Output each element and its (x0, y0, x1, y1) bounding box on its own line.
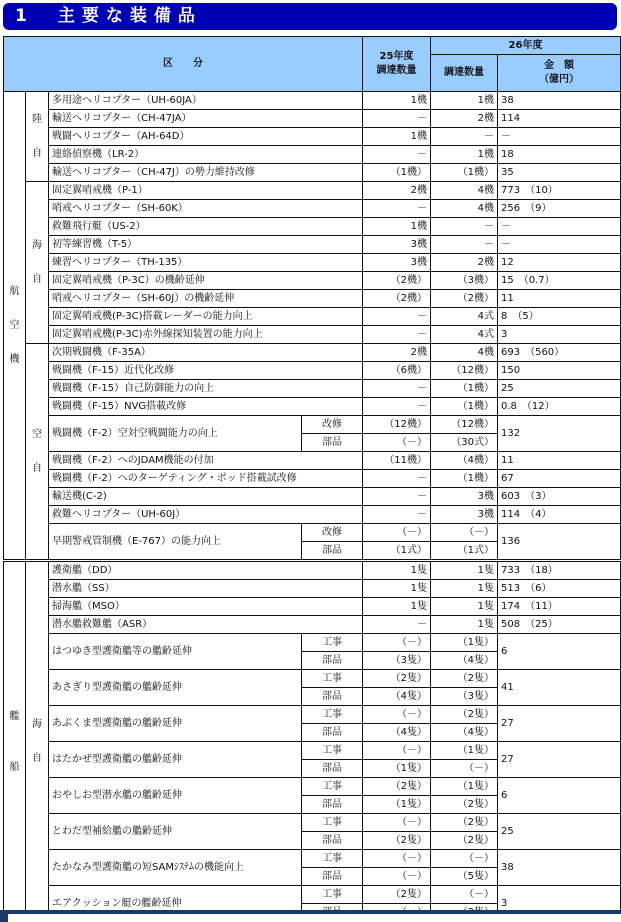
fy26-qty: （30式） (431, 434, 498, 452)
fy26-qty: （5隻） (431, 868, 498, 886)
fy26-qty: （2隻） (431, 814, 498, 832)
item-name: 固定翼哨戒機(P-3C)赤外線探知装置の能力向上 (49, 326, 363, 344)
item-sublabel: 部品 (302, 832, 363, 850)
fy26-amount: 27 (498, 742, 621, 778)
item-name: 固定翼哨戒機(P-3C)搭載レーダーの能力向上 (49, 308, 363, 326)
fy26-amount: 114 (498, 110, 621, 128)
header-fy26-amount: 金 額 （億円） (498, 55, 621, 92)
fy26-amount: 174 （11） (498, 598, 621, 616)
fy26-qty: （2隻） (431, 670, 498, 688)
fy26-amount: 508 （25） (498, 616, 621, 634)
fy26-amount: 67 (498, 470, 621, 488)
fy26-qty: 1隻 (431, 598, 498, 616)
item-name: 戦闘機（F-15）自己防御能力の向上 (49, 380, 363, 398)
item-name: 戦闘ヘリコプター（AH-64D） (49, 128, 363, 146)
table-row (4, 416, 621, 434)
item-name: 戦闘機（F-15）NVG搭載改修 (49, 398, 363, 416)
fy25-qty: （2隻） (363, 832, 431, 850)
fy26-amount: 513 （6） (498, 580, 621, 598)
table-row (4, 182, 621, 200)
fy26-qty: 1機 (431, 146, 498, 164)
fy26-amount: 0.8 （12） (498, 398, 621, 416)
fy26-qty: 4機 (431, 200, 498, 218)
fy25-qty: （12機） (363, 416, 431, 434)
table-row (4, 580, 621, 598)
item-name: 戦闘機（F-15）近代化改修 (49, 362, 363, 380)
item-name: 練習ヘリコプター（TH-135） (49, 254, 363, 272)
item-name: 早期警戒管制機（E-767）の能力向上 (49, 524, 302, 561)
fy26-qty: － (431, 236, 498, 254)
fy26-amount: 35 (498, 164, 621, 182)
fy26-qty: （12機） (431, 362, 498, 380)
item-sublabel: 改修 (302, 416, 363, 434)
item-name: はつゆき型護衛艦等の艦齢延伸 (49, 634, 302, 670)
fy26-qty: 3機 (431, 488, 498, 506)
fy26-qty: 1機 (431, 92, 498, 110)
fy26-qty: （12機） (431, 416, 498, 434)
item-name: 多用途ヘリコプター（UH-60JA） (49, 92, 363, 110)
item-name: おやしお型潜水艦の艦齢延伸 (49, 778, 302, 814)
fy25-qty: － (363, 616, 431, 634)
item-name: 戦闘機（F-2）空対空戦闘能力の向上 (49, 416, 302, 452)
header-category: 区 分 (4, 37, 363, 92)
fy25-qty: － (363, 110, 431, 128)
table-row (4, 272, 621, 290)
item-sublabel: 工事 (302, 706, 363, 724)
fy26-amount: 733 （18） (498, 561, 621, 580)
table-row (4, 706, 621, 724)
item-name: 固定翼哨戒機（P-3C）の機齢延伸 (49, 272, 363, 290)
table-row (4, 92, 621, 110)
item-sublabel: 工事 (302, 778, 363, 796)
header-fy26-qty: 調達数量 (431, 55, 498, 92)
item-name: 掃海艦（MSO） (49, 598, 363, 616)
fy25-qty: （6機） (363, 362, 431, 380)
fy26-qty: （2隻） (431, 832, 498, 850)
fy26-amount: 15 （0.7） (498, 272, 621, 290)
item-name: 輸送ヘリコプター（CH-47J）の勢力維持改修 (49, 164, 363, 182)
fy25-qty: （－） (363, 634, 431, 652)
fy26-qty: （1機） (431, 380, 498, 398)
fy26-qty: 1隻 (431, 580, 498, 598)
fy26-amount: 132 (498, 416, 621, 452)
table-row (4, 561, 621, 580)
fy26-qty: （1隻） (431, 778, 498, 796)
fy25-qty: － (363, 398, 431, 416)
subcategory-gsdf: 陸 自 (26, 92, 49, 182)
fy25-qty: － (363, 470, 431, 488)
fy26-amount: 12 (498, 254, 621, 272)
table-row (4, 850, 621, 868)
fy26-qty: 4機 (431, 182, 498, 200)
item-name: 固定翼哨戒機（P-1） (49, 182, 363, 200)
fy25-qty: － (363, 146, 431, 164)
fy26-amount: － (498, 128, 621, 146)
fy25-qty: 1隻 (363, 580, 431, 598)
fy25-qty: 2機 (363, 344, 431, 362)
fy26-qty: （3機） (431, 272, 498, 290)
item-name: 救難ヘリコプター（UH-60J） (49, 506, 363, 524)
fy26-qty: （－） (431, 760, 498, 778)
fy26-qty: （－） (431, 524, 498, 542)
fy25-qty: － (363, 506, 431, 524)
category-aircraft: 航 空 機 (4, 92, 26, 561)
table-row (4, 290, 621, 308)
item-sublabel: 部品 (302, 688, 363, 706)
fy26-qty: （1隻） (431, 634, 498, 652)
fy26-amount: 150 (498, 362, 621, 380)
table-row (4, 308, 621, 326)
item-name: 輸送ヘリコプター（CH-47JA） (49, 110, 363, 128)
fy26-amount: － (498, 218, 621, 236)
table-row (4, 470, 621, 488)
fy26-qty: 2機 (431, 254, 498, 272)
fy26-qty: 2機 (431, 110, 498, 128)
fy26-amount: 41 (498, 670, 621, 706)
fy26-amount: 38 (498, 92, 621, 110)
item-sublabel: 部品 (302, 542, 363, 561)
fy25-qty: （1隻） (363, 760, 431, 778)
fy26-qty: （2隻） (431, 796, 498, 814)
fy26-qty: （－） (431, 850, 498, 868)
subcategory-msdf_ship: 海 自 (26, 561, 49, 922)
table-row (4, 616, 621, 634)
item-sublabel: 部品 (302, 760, 363, 778)
item-name: 輸送機(C-2) (49, 488, 363, 506)
fy25-qty: 3機 (363, 254, 431, 272)
item-name: エアクッション艇の艦齢延伸 (49, 886, 302, 922)
equipment-table (3, 36, 621, 922)
item-name: 次期戦闘機（F-35A） (49, 344, 363, 362)
table-row (4, 200, 621, 218)
item-sublabel: 工事 (302, 850, 363, 868)
fy26-amount: 6 (498, 634, 621, 670)
fy25-qty: （4隻） (363, 688, 431, 706)
fy26-qty: 1隻 (431, 561, 498, 580)
fy26-amount: 136 (498, 524, 621, 561)
item-sublabel: 工事 (302, 814, 363, 832)
fy26-qty: 3機 (431, 506, 498, 524)
fy25-qty: （2機） (363, 290, 431, 308)
fy26-qty: （2機） (431, 290, 498, 308)
header-fy25: 25年度 調達数量 (363, 37, 431, 92)
fy26-qty: 4機 (431, 344, 498, 362)
table-row (4, 742, 621, 760)
table-row (4, 218, 621, 236)
fy25-qty: （1隻） (363, 796, 431, 814)
table-row (4, 236, 621, 254)
fy26-amount: 25 (498, 814, 621, 850)
fy26-amount: 773 （10） (498, 182, 621, 200)
fy26-amount: 256 （9） (498, 200, 621, 218)
item-sublabel: 部品 (302, 724, 363, 742)
fy25-qty: （3隻） (363, 652, 431, 670)
fy26-amount: 25 (498, 380, 621, 398)
fy26-amount: 8 （5） (498, 308, 621, 326)
fy26-qty: （1機） (431, 398, 498, 416)
fy26-amount: 6 (498, 778, 621, 814)
fy25-qty: 1機 (363, 128, 431, 146)
table-row (4, 886, 621, 904)
table-row (4, 326, 621, 344)
fy26-qty: （1式） (431, 542, 498, 561)
fy26-qty: 4式 (431, 326, 498, 344)
fy26-amount: 114 （4） (498, 506, 621, 524)
fy25-qty: 1隻 (363, 598, 431, 616)
item-sublabel: 工事 (302, 634, 363, 652)
fy26-amount: 18 (498, 146, 621, 164)
fy25-qty: － (363, 488, 431, 506)
table-row (4, 524, 621, 542)
fy25-qty: （－） (363, 434, 431, 452)
item-sublabel: 工事 (302, 742, 363, 760)
table-row (4, 110, 621, 128)
fy25-qty: 1隻 (363, 561, 431, 580)
item-name: 救難飛行艇（US-2） (49, 218, 363, 236)
item-sublabel: 部品 (302, 652, 363, 670)
item-sublabel: 部品 (302, 868, 363, 886)
item-name: 潜水艦（SS） (49, 580, 363, 598)
fy25-qty: （－） (363, 850, 431, 868)
table-row (4, 506, 621, 524)
fy26-qty: （4機） (431, 452, 498, 470)
fy25-qty: （4隻） (363, 724, 431, 742)
fy25-qty: － (363, 200, 431, 218)
fy26-qty: （4隻） (431, 724, 498, 742)
fy25-qty: － (363, 308, 431, 326)
fy26-amount: － (498, 236, 621, 254)
fy26-qty: （3隻） (431, 688, 498, 706)
item-name: 哨戒ヘリコプター（SH-60J）の機齢延伸 (49, 290, 363, 308)
fy26-amount: 11 (498, 290, 621, 308)
item-sublabel: 工事 (302, 670, 363, 688)
fy26-amount: 603 （3） (498, 488, 621, 506)
fy26-qty: （2隻） (431, 706, 498, 724)
fy26-amount: 693 （560） (498, 344, 621, 362)
table-row (4, 128, 621, 146)
table-row (4, 452, 621, 470)
category-ships: 艦 船 (4, 561, 26, 922)
item-name: 哨戒ヘリコプター（SH-60K） (49, 200, 363, 218)
item-name: 戦闘機（F-2）へのJDAM機能の付加 (49, 452, 363, 470)
fy25-qty: 1機 (363, 218, 431, 236)
fy25-qty: （－） (363, 524, 431, 542)
item-sublabel: 改修 (302, 524, 363, 542)
fy26-amount: 38 (498, 850, 621, 886)
table-row (4, 670, 621, 688)
fy26-amount: 11 (498, 452, 621, 470)
fy26-qty: （－） (431, 886, 498, 904)
fy25-qty: 3機 (363, 236, 431, 254)
table-row (4, 146, 621, 164)
item-name: はたかぜ型護衛艦の艦齢延伸 (49, 742, 302, 778)
item-name: あぶくま型護衛艦の艦齢延伸 (49, 706, 302, 742)
item-sublabel: 部品 (302, 796, 363, 814)
fy25-qty: （－） (363, 868, 431, 886)
fy25-qty: （2隻） (363, 886, 431, 904)
table-row (4, 344, 621, 362)
fy26-qty: － (431, 128, 498, 146)
table-row (4, 488, 621, 506)
fy26-amount: 27 (498, 706, 621, 742)
section-title: 1 主要な装備品 (3, 3, 617, 30)
item-name: 潜水艦救難艦（ASR） (49, 616, 363, 634)
table-row (4, 398, 621, 416)
fy26-qty: （1機） (431, 470, 498, 488)
fy25-qty: （2機） (363, 272, 431, 290)
fy26-amount: 3 (498, 326, 621, 344)
fy25-qty: － (363, 326, 431, 344)
table-row (4, 634, 621, 652)
fy25-qty: （1式） (363, 542, 431, 561)
subcategory-msdf_air: 海 自 (26, 182, 49, 344)
fy26-qty: － (431, 218, 498, 236)
table-row (4, 598, 621, 616)
table-row (4, 362, 621, 380)
fy25-qty: 2機 (363, 182, 431, 200)
subcategory-asdf: 空 自 (26, 344, 49, 561)
fy26-qty: （4隻） (431, 652, 498, 670)
item-sublabel: 工事 (302, 886, 363, 904)
fy25-qty: （－） (363, 814, 431, 832)
item-name: あさぎり型護衛艦の艦齢延伸 (49, 670, 302, 706)
fy25-qty: （－） (363, 742, 431, 760)
table-row (4, 380, 621, 398)
table-row (4, 164, 621, 182)
item-name: 初等練習機（T-5） (49, 236, 363, 254)
next-section-edge (0, 914, 621, 922)
fy26-qty: （1隻） (431, 742, 498, 760)
item-name: 護衛艦（DD） (49, 561, 363, 580)
fy25-qty: 1機 (363, 92, 431, 110)
fy26-amount: 3 (498, 886, 621, 922)
fy25-qty: （2隻） (363, 670, 431, 688)
fy25-qty: － (363, 380, 431, 398)
fy25-qty: （2隻） (363, 778, 431, 796)
table-row (4, 254, 621, 272)
item-name: 戦闘機（F-2）へのターゲティング・ポッド搭載試改修 (49, 470, 363, 488)
table-row (4, 814, 621, 832)
fy25-qty: （－） (363, 706, 431, 724)
item-sublabel: 部品 (302, 434, 363, 452)
item-name: 連絡偵察機（LR-2） (49, 146, 363, 164)
fy26-qty: （1機） (431, 164, 498, 182)
item-name: たかなみ型護衛艦の短SAMｼｽﾃﾑの機能向上 (49, 850, 302, 886)
table-row (4, 778, 621, 796)
fy26-qty: 1隻 (431, 616, 498, 634)
fy25-qty: （11機） (363, 452, 431, 470)
fy25-qty: （1機） (363, 164, 431, 182)
header-fy26-group: 26年度 (431, 37, 621, 55)
fy26-qty: 4式 (431, 308, 498, 326)
item-name: とわだ型補給艦の艦齢延伸 (49, 814, 302, 850)
